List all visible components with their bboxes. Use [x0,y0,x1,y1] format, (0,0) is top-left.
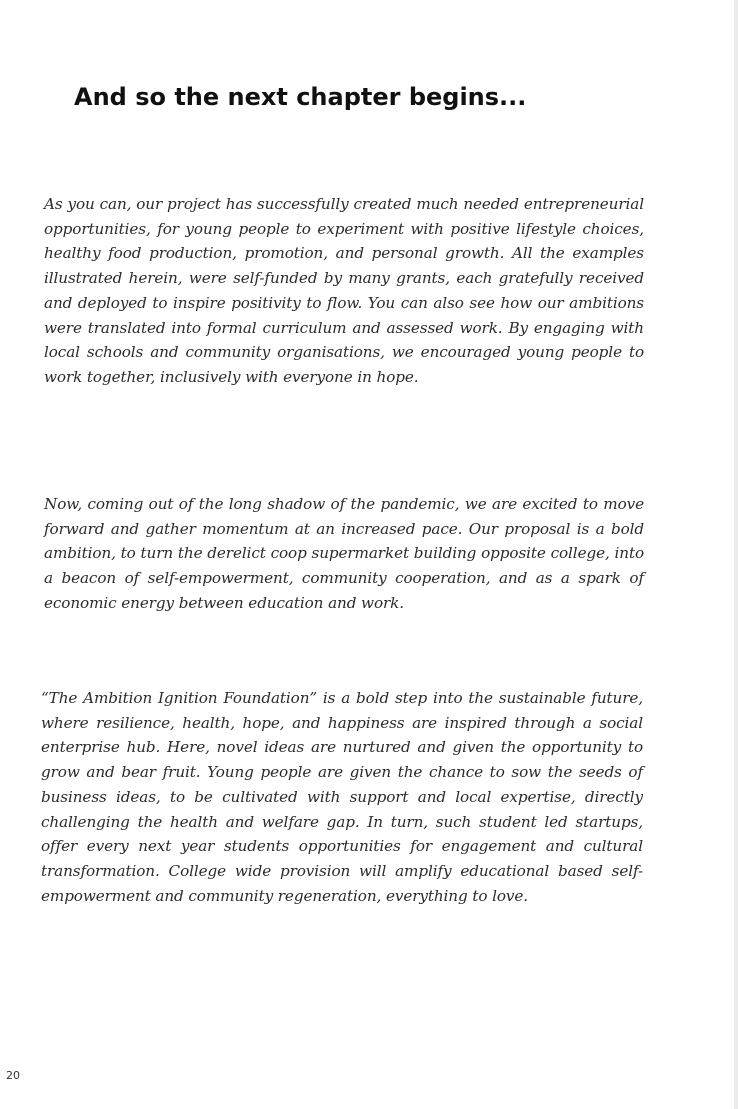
page-title: And so the next chapter begins... [74,83,527,111]
paragraph-ambition-ignition-foundation: “The Ambition Ignition Foundation” is a bold step into the sustainable future, where resilience, health, hope, and happiness are inspired through a social enterprise hub. Here, novel ideas are nurtured and given the opportunity to grow and bear fruit. Young people are given the chance to sow the seeds of business ideas, to be cultivated with support and local expertise, directly challenging the health and welfare gap. In turn, such student led startups, offer every next year students opportunities for engagement and cultural transformation. College wide provision will amplify educational based self-empowerment and community regeneration, everything to love. [41,689,643,905]
paragraph-project-achievements: As you can, our project has successfully created much needed entrepreneurial opportunities, for young people to experiment with positive lifestyle choices, healthy food production, promotion, and personal growth. All the examples illustrated herein, were self-funded by many grants, each gratefully received and deployed to inspire positivity to flow. You can also see how our ambitions were translated into formal curriculum and assessed work. By engaging with local schools and community organisations, we encouraged young people to work together, inclusively with everyone in hope. [44,195,644,386]
page-number: 20 [6,1069,20,1082]
paragraph-proposal: Now, coming out of the long shadow of the pandemic, we are excited to move forward and gather momentum at an increased pace. Our proposal is a bold ambition, to turn the derelict coop supermarket building opposite college, into a beacon of self-empowerment, community cooperation, and as a spark of economic energy between education and work. [44,495,644,612]
page-edge-divider [734,0,738,1109]
